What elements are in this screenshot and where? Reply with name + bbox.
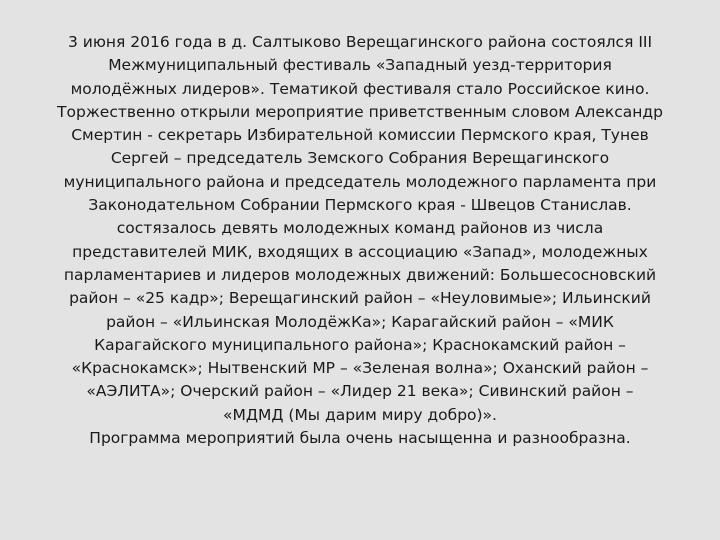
text-line-16: «АЭЛИТА»; Очерский район – «Лидер 21 века»; Сивинский район – bbox=[86, 382, 634, 401]
text-line-10: представителей МИК, входящих в ассоциацию «Запад», молодежных bbox=[72, 242, 648, 261]
text-line-13: район – «Ильинская МолодёжКа»; Карагайский район – «МИК bbox=[106, 312, 614, 331]
text-line-8: Законодательном Собрании Пермского края - Швецов Станислав. bbox=[88, 196, 632, 215]
text-line-6: Сергей – председатель Земского Собрания Верещагинского bbox=[110, 149, 610, 168]
text-line-14: Карагайского муниципального района»; Краснокамский район – bbox=[94, 335, 626, 354]
text-line-2: Межмуниципальный фестиваль «Западный уезд-территория bbox=[108, 56, 612, 75]
text-line-3: молодёжных лидеров». Тематикой фестиваля стало Российское кино. bbox=[70, 79, 650, 98]
text-line-4: Торжественно открыли мероприятие приветственным словом Александр bbox=[57, 102, 663, 121]
text-line-11: парламентариев и лидеров молодежных движений: Большесосновский bbox=[63, 265, 657, 284]
text-line-18: Программа мероприятий была очень насыщенна и разнообразна. bbox=[89, 429, 631, 448]
text-line-12: район – «25 кадр»; Верещагинский район – «Неуловимые»; Ильинский bbox=[69, 289, 651, 308]
text-line-15: «Краснокамск»; Нытвенский МР – «Зеленая волна»; Оханский район – bbox=[71, 359, 649, 378]
text-line-17: «МДМД (Мы дарим миру добро)». bbox=[223, 405, 497, 424]
text-line-7: муниципального района и председатель молодежного парламента при bbox=[63, 172, 657, 191]
text-line-1: 3 июня 2016 года в д. Салтыково Верещагинского района состоялся III bbox=[67, 33, 653, 51]
body-text bbox=[22, 31, 698, 450]
text-line-5: Смертин - секретарь Избирательной комиссии Пермского края, Тунев bbox=[71, 126, 649, 145]
text-line-9: состязалось девять молодежных команд районов из числа bbox=[116, 219, 604, 238]
